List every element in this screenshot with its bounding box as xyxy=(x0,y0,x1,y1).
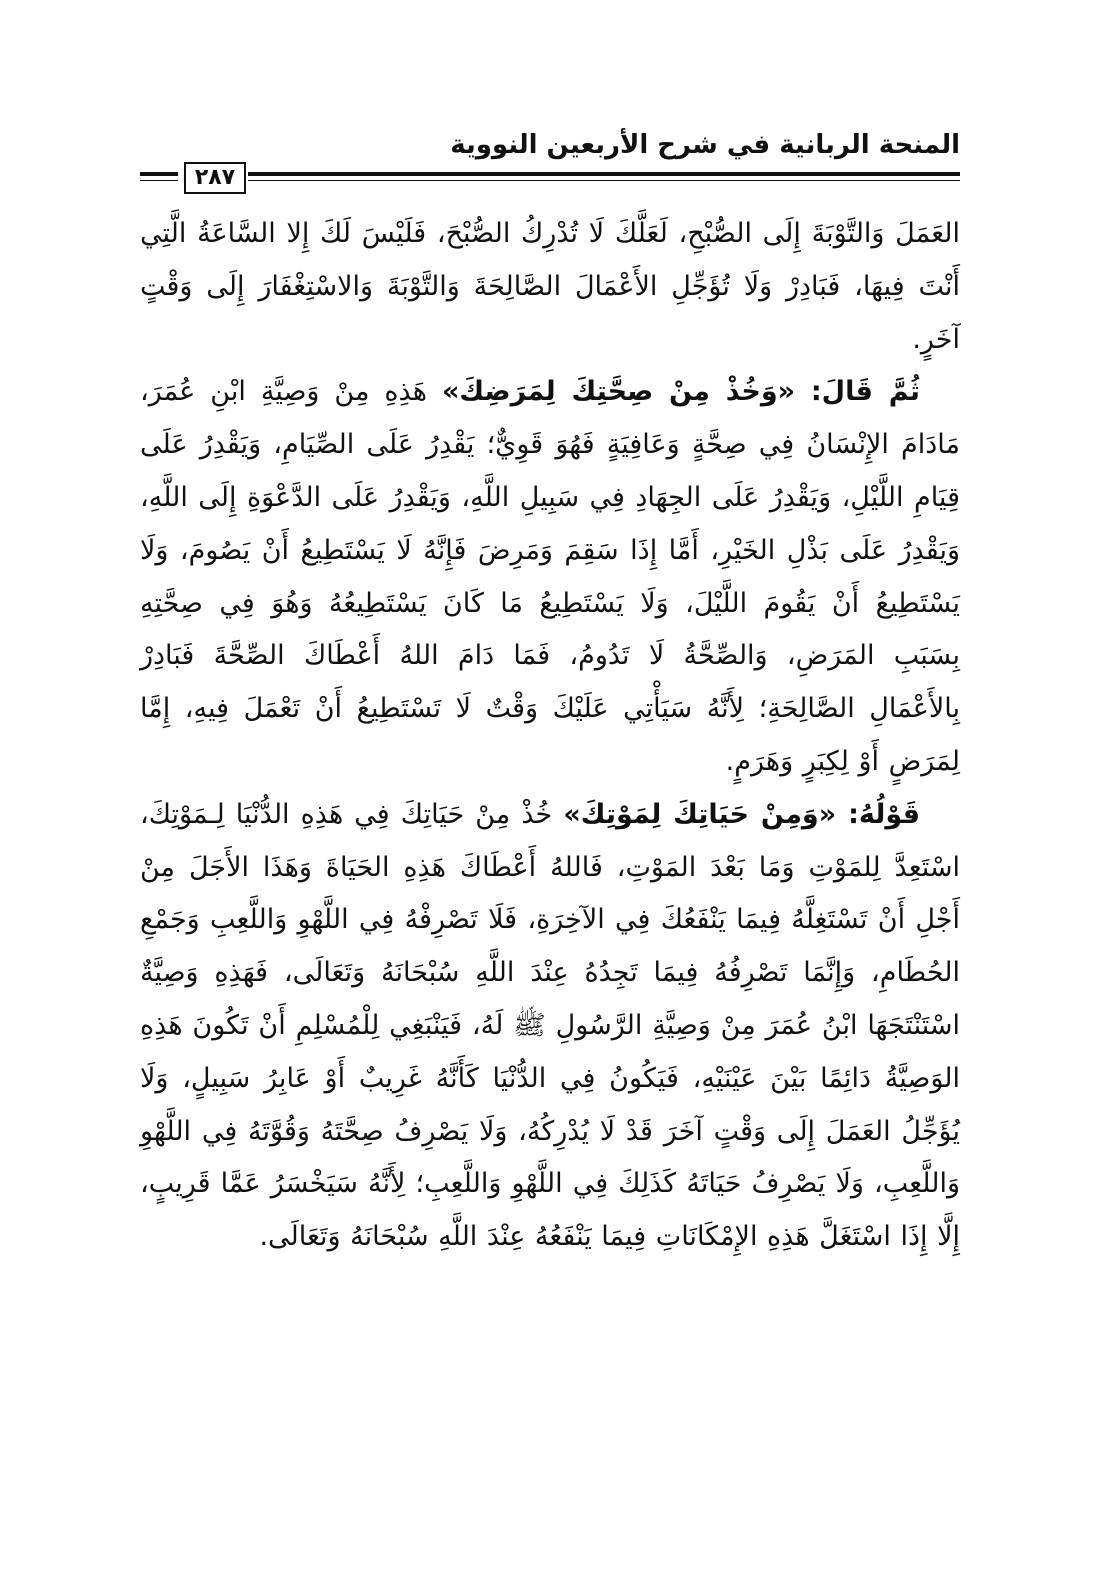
header-rule xyxy=(140,162,960,206)
hadith-quote-life: «وَمِنْ حَيَاتِكَ لِمَوْتِكَ» xyxy=(563,798,837,830)
paragraph-2 xyxy=(140,366,960,788)
book-page xyxy=(140,120,960,1500)
hadith-quote-health: «وَخُذْ مِنْ صِحَّتِكَ لِمَرَضِكَ» xyxy=(441,376,796,408)
page-number: ٢٨٧ xyxy=(184,162,246,194)
running-title: المنحة الربانية في شرح الأربعين النووية xyxy=(450,130,960,160)
paragraph-3 xyxy=(140,789,960,1264)
paragraph-2-lead: ثُمَّ قَالَ: xyxy=(795,376,921,408)
paragraph-1-text: العَمَلَ وَالتَّوْبَةَ إِلَى الصُّبْحِ، لَعَلَّكَ لَا تُدْرِكُ الصُّبْحَ، فَلَيْسَ لَكَ إِلا السَّاعَةُ الَّتِي أَنْتَ فِيهَا، فَبَادِرْ وَلَا تُؤَجِّلِ الأَعْمَالَ الصَّالِحَةَ وَالتَّوْبَةَ وَالاسْتِغْفَارَ إِلَى وَقْتٍ آخَرٍ. xyxy=(140,218,960,355)
paragraph-3-lead: قَوْلُهُ: xyxy=(836,798,920,830)
header-rule-left xyxy=(140,172,178,176)
paragraph-1 xyxy=(140,208,960,366)
header-rule-right xyxy=(248,172,960,176)
paragraph-3-text: خُذْ مِنْ حَيَاتِكَ فِي هَذِهِ الدُّنْيَا لِـمَوْتِكَ، اسْتَعِدَّ لِلمَوْتِ وَمَا بَعْدَ المَوْتِ، فَاللهُ أَعْطَاكَ هَذِهِ الحَيَاةَ وَهَذَا الأَجَلَ مِنْ أَجْلِ أَنْ تَسْتَغِلَّهُ فِيمَا يَنْفَعُكَ فِي الآخِرَةِ، فَلَا تَصْرِفْهُ فِي اللَّهْوِ وَاللَّعِبِ وَجَمْعِ الحُطَامِ، وَإِنَّمَا تَصْرِفُهُ فِيمَا تَجِدُهُ عِنْدَ اللَّهِ سُبْحَانَهُ وَتَعَالَى، فَهَذِهِ وَصِيَّةٌ اسْتَنْتَجَهَا ابْنُ عُمَرَ مِنْ وَصِيَّةِ الرَّسُولِ ﷺ لَهُ، فَيَنْبَغِي لِلْمُسْلِمِ أَنْ تَكُونَ هَذِهِ الوَصِيَّةُ دَائِمًا بَيْنَ عَيْنَيْهِ، فَيَكُونُ فِي الدُّنْيَا كَأَنَّهُ غَرِيبٌ أَوْ عَابِرُ سَبِيلٍ، وَلَا يُؤَجِّلُ العَمَلَ إِلَى وَقْتٍ آخَرَ قَدْ لَا يُدْرِكُهُ، وَلَا يَصْرِفُ صِحَّتَهُ وَقُوَّتَهُ فِي اللَّهْوِ وَاللَّعِبِ، وَلَا يَصْرِفُ حَيَاتَهُ كَذَلِكَ فِي اللَّهْوِ وَاللَّعِبِ؛ لِأَنَّهُ سَيَخْسَرُ عَمَّا قَرِيبٍ، إِلَّا إِذَا اسْتَغَلَّ هَذِهِ الإِمْكَانَاتِ فِيمَا يَنْفَعُهُ عِنْدَ اللَّهِ سُبْحَانَهُ وَتَعَالَى. xyxy=(140,798,960,1253)
main-text xyxy=(140,208,960,1264)
paragraph-2-text: هَذِهِ مِنْ وَصِيَّةِ ابْنِ عُمَرَ، مَادَامَ الإِنْسَانُ فِي صِحَّةٍ وَعَافِيَةٍ فَهُوَ قَوِيٌّ؛ يَقْدِرُ عَلَى الصِّيَامِ، وَيَقْدِرُ عَلَى قِيَامِ اللَّيْلِ، وَيَقْدِرُ عَلَى الجِهَادِ فِي سَبِيلِ اللَّهِ، وَيَقْدِرُ عَلَى الدَّعْوَةِ إِلَى اللَّهِ، وَيَقْدِرُ عَلَى بَذْلِ الخَيْرِ، أَمَّا إِذَا سَقِمَ وَمَرِضَ فَإِنَّهُ لَا يَسْتَطِيعُ أَنْ يَصُومَ، وَلَا يَسْتَطِيعُ أَنْ يَقُومَ اللَّيْلَ، وَلَا يَسْتَطِيعُ مَا كَانَ يَسْتَطِيعُهُ وَهُوَ فِي صِحَّتِهِ بِسَبَبِ المَرَضِ، وَالصِّحَّةُ لَا تَدُومُ، فَمَا دَامَ اللهُ أَعْطَاكَ الصِّحَّةَ فَبَادِرْ بِالأَعْمَالِ الصَّالِحَةِ؛ لِأَنَّهُ سَيَأْتِي عَلَيْكَ وَقْتٌ لَا تَسْتَطِيعُ أَنْ تَعْمَلَ فِيهِ، إِمَّا لِمَرَضٍ أَوْ لِكِبَرٍ وَهَرَمٍ. xyxy=(140,376,960,777)
